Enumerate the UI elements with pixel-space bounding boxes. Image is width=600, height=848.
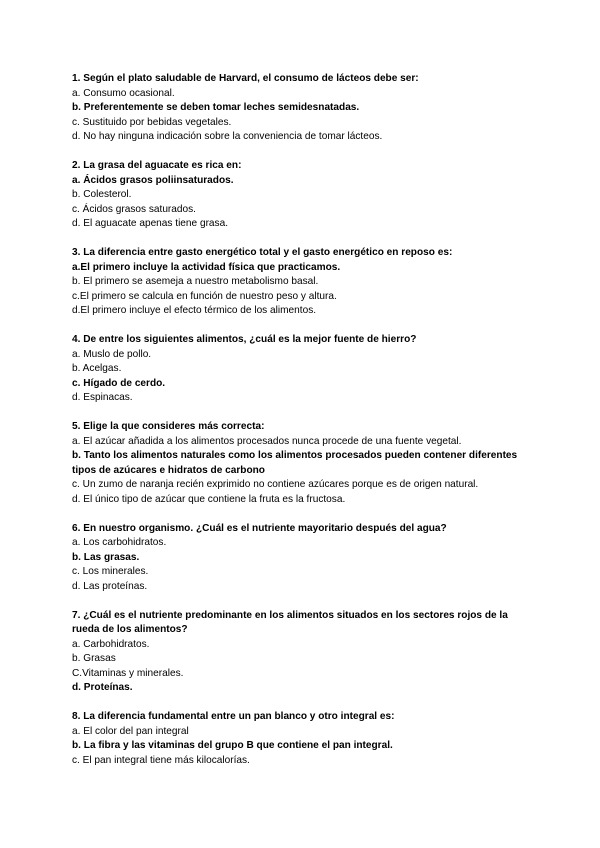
- question-title: 2. La grasa del aguacate es rica en:: [72, 160, 242, 171]
- option-d-correct: d. Proteínas.: [72, 682, 133, 693]
- option-b: b. Colesterol.: [72, 189, 132, 200]
- option-b-correct: b. La fibra y las vitaminas del grupo B que contiene el pan integral.: [72, 740, 393, 751]
- option-b: b. Acelgas.: [72, 363, 122, 374]
- option-d: d. Las proteínas.: [72, 580, 148, 592]
- option-b-correct: b. Preferentemente se deben tomar leches semidesnatadas.: [72, 102, 360, 113]
- option-a: a. Los carbohidratos.: [72, 537, 167, 548]
- option-c-correct: c. Hígado de cerdo.: [72, 377, 166, 389]
- quiz-document: [72, 72, 532, 783]
- question-3: [72, 246, 532, 319]
- question-5: [72, 420, 532, 507]
- question-2: [72, 159, 532, 232]
- option-a: a. Muslo de pollo.: [72, 348, 152, 360]
- option-a: a. El azúcar añadida a los alimentos procesados nunca procede de una fuente vegetal.: [72, 435, 462, 447]
- question-6: [72, 522, 532, 595]
- option-d: d.El primero incluye el efecto térmico de los alimentos.: [72, 305, 317, 316]
- option-c: c. Sustituido por bebidas vegetales.: [72, 116, 232, 128]
- option-a: a. Carbohidratos.: [72, 638, 150, 650]
- question-8: [72, 710, 532, 768]
- question-title: 7. ¿Cuál es el nutriente predominante en los alimentos situados en los sectores rojos de la rueda de los alimentos?: [72, 609, 508, 635]
- option-b-correct: b. Las grasas.: [72, 551, 140, 563]
- question-7: [72, 609, 532, 696]
- question-title: 6. En nuestro organismo. ¿Cuál es el nutriente mayoritario después del agua?: [72, 522, 447, 534]
- option-c: c. Los minerales.: [72, 566, 149, 577]
- option-d: d. El único tipo de azúcar que contiene la fruta es la fructosa.: [72, 493, 346, 505]
- question-1: [72, 72, 532, 145]
- option-d: d. El aguacate apenas tiene grasa.: [72, 218, 229, 229]
- option-d: d. No hay ninguna indicación sobre la conveniencia de tomar lácteos.: [72, 131, 383, 142]
- option-b: b. Grasas: [72, 653, 116, 664]
- option-c: c. Ácidos grasos saturados.: [72, 203, 196, 215]
- option-a-correct: a. Ácidos grasos poliinsaturados.: [72, 174, 234, 186]
- question-title: 8. La diferencia fundamental entre un pan blanco y otro integral es:: [72, 711, 395, 722]
- option-a: a. El color del pan integral: [72, 725, 189, 737]
- question-title: 3. La diferencia entre gasto energético total y el gasto energético en reposo es:: [72, 247, 453, 258]
- option-b: b. El primero se asemeja a nuestro metabolismo basal.: [72, 276, 319, 287]
- option-a-correct: a.El primero incluye la actividad física que practicamos.: [72, 261, 341, 273]
- option-a: a. Consumo ocasional.: [72, 87, 175, 99]
- option-c: C.Vitaminas y minerales.: [72, 667, 184, 679]
- question-title: 1. Según el plato saludable de Harvard, el consumo de lácteos debe ser:: [72, 73, 419, 84]
- option-c: c. Un zumo de naranja recién exprimido no contiene azúcares porque es de origen natural.: [72, 479, 479, 490]
- question-title: 4. De entre los siguientes alimentos, ¿cuál es la mejor fuente de hierro?: [72, 334, 417, 345]
- question-title: 5. Elige la que consideres más correcta:: [72, 421, 265, 432]
- option-d: d. Espinacas.: [72, 392, 133, 403]
- question-4: [72, 333, 532, 406]
- option-b-correct: b. Tanto los alimentos naturales como los alimentos procesados pueden contener diferentes tipos de azúcares e hidratos de carbono: [72, 450, 518, 476]
- option-c: c.El primero se calcula en función de nuestro peso y altura.: [72, 290, 337, 302]
- option-c: c. El pan integral tiene más kilocalorías.: [72, 754, 250, 766]
